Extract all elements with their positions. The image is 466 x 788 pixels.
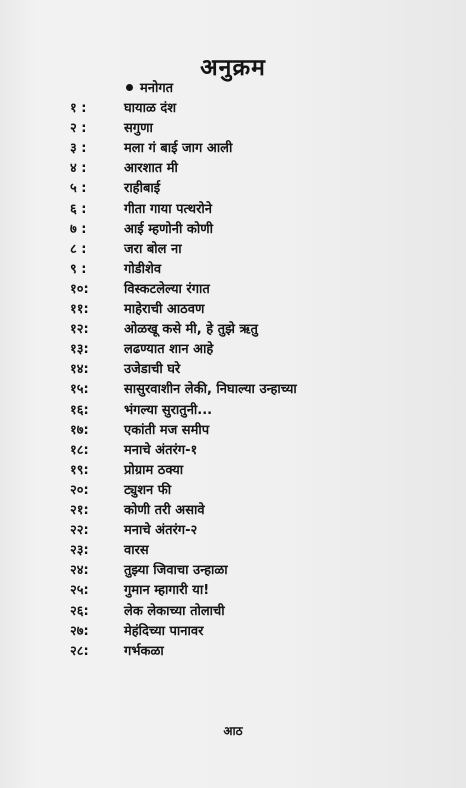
toc-entry [0,380,466,400]
toc-entry-title: प्रोग्राम ठक्या [124,462,184,478]
toc-entry-number: ११: [70,302,89,317]
toc-entry [0,441,466,461]
toc-entry [0,401,466,421]
toc-entry-number: २७: [70,623,89,639]
toc-entry-title: गोडीशेव [124,261,162,277]
toc-entry-number: २५: [70,583,89,599]
toc-entry-number: ६ : [70,201,87,217]
toc-entry-title: मनाचे अंतरंग-१ [124,442,198,458]
toc-entry-number: १८: [70,442,89,458]
toc-entry-number: २२: [70,523,89,539]
toc-entry-number: १२: [70,322,89,338]
toc-entry-title: गुमान म्हागारी या! [124,583,210,599]
toc-entry-number: २३: [70,543,89,559]
toc-entry [0,119,466,139]
toc-entry-title: आरशात मी [124,161,178,177]
toc-entry-number: ४ : [70,161,87,177]
toc-entry-title: उजेडाची घरे [124,362,181,378]
toc-entry-title: आई म्हणोनी कोणी [124,221,214,237]
toc-entry [0,340,466,360]
toc-entry-number: २ : [70,121,87,137]
toc-entry-title: माहेराची आठवण [124,302,205,317]
toc-entry-number: ८ : [70,241,87,257]
toc-entry-number: २४: [70,563,89,579]
toc-entry-number: १ : [70,101,87,116]
toc-entry-number: ७ : [70,221,87,237]
toc-entry [0,481,466,501]
toc-entry-title: मेहंदिच्या पानावर [124,623,204,639]
toc-entry-title: गीता गाया पत्थरोने [124,201,212,217]
toc-entry-title: वारस [124,543,149,559]
toc-entry-title: तुझ्या जिवाचा उन्हाळा [124,563,228,579]
toc-entry-number: २६: [70,603,89,619]
toc-entry-title: राहीबाई [124,181,161,197]
toc-entry [0,280,466,300]
toc-entry [0,581,466,601]
toc-entry-number: ३ : [70,141,87,157]
toc-entry-title: लेक लेकाच्या तोलाची [124,603,225,619]
toc-entry [0,220,466,240]
toc-entry [0,421,466,441]
preface-label: मनोगत [140,81,174,96]
toc-entry [0,159,466,179]
toc-entry-title: विस्कटलेल्या रंगात [124,281,210,297]
toc-entry-number: १६: [70,402,89,418]
toc-entry-number: १४: [70,362,89,378]
toc-entry-number: १३: [70,342,89,358]
toc-entry-title: ओळखू कसे मी, हे तुझे ऋतु [124,322,258,338]
toc-entry-number: १०: [70,281,89,297]
toc-entry-number: ९ : [70,261,87,277]
toc-entry-number: १७: [70,422,89,438]
toc-entry-number: १९: [70,462,89,478]
toc-entry-number: २८: [70,643,89,659]
toc-entry [0,179,466,199]
toc-entry-title: मनाचे अंतरंग-२ [124,523,198,539]
toc-entry [0,300,466,320]
page-number: आठ [223,724,243,738]
toc-entry [0,360,466,380]
toc-entry-title: सगुणा [124,121,153,137]
toc-entry [0,602,466,622]
toc-entry [0,240,466,260]
toc-entry-number: ५ : [70,181,87,197]
toc-entry-title: गर्भकळा [124,643,164,659]
toc-entry-title: लढण्यात शान आहे [124,342,214,358]
toc-entry-title: ट्युशन फी [124,482,172,498]
toc-entry-title: मला गं बाई जाग आली [124,141,233,157]
toc-entry-title: घायाळ दंश [124,101,177,116]
toc-entry [0,561,466,581]
toc-entry [0,139,466,159]
toc-entry [0,622,466,642]
preface-entry [126,80,173,98]
toc-entry [0,99,466,119]
toc-entry-title: एकांती मज समीप [124,422,210,438]
bullet-icon [126,84,133,91]
toc-entry-number: २०: [70,482,89,498]
toc-entry [0,260,466,280]
toc-entry-title: जरा बोल ना [124,241,182,257]
toc-entry-title: भंगल्या सुरातुनी... [124,402,213,418]
toc-entry-number: २१: [70,503,89,518]
toc-entry [0,541,466,561]
toc-entry [0,200,466,220]
toc-entry-number: १५: [70,382,89,398]
toc-entry [0,521,466,541]
toc-entry [0,501,466,521]
toc-entry [0,642,466,662]
toc-entry [0,461,466,481]
toc-entry-title: कोणी तरी असावे [124,503,205,518]
page-title: अनुक्रम [200,55,266,81]
toc-entry [0,320,466,340]
toc-entry-title: सासुरवाशीन लेकी, निघाल्या उन्हाच्या [124,382,297,398]
